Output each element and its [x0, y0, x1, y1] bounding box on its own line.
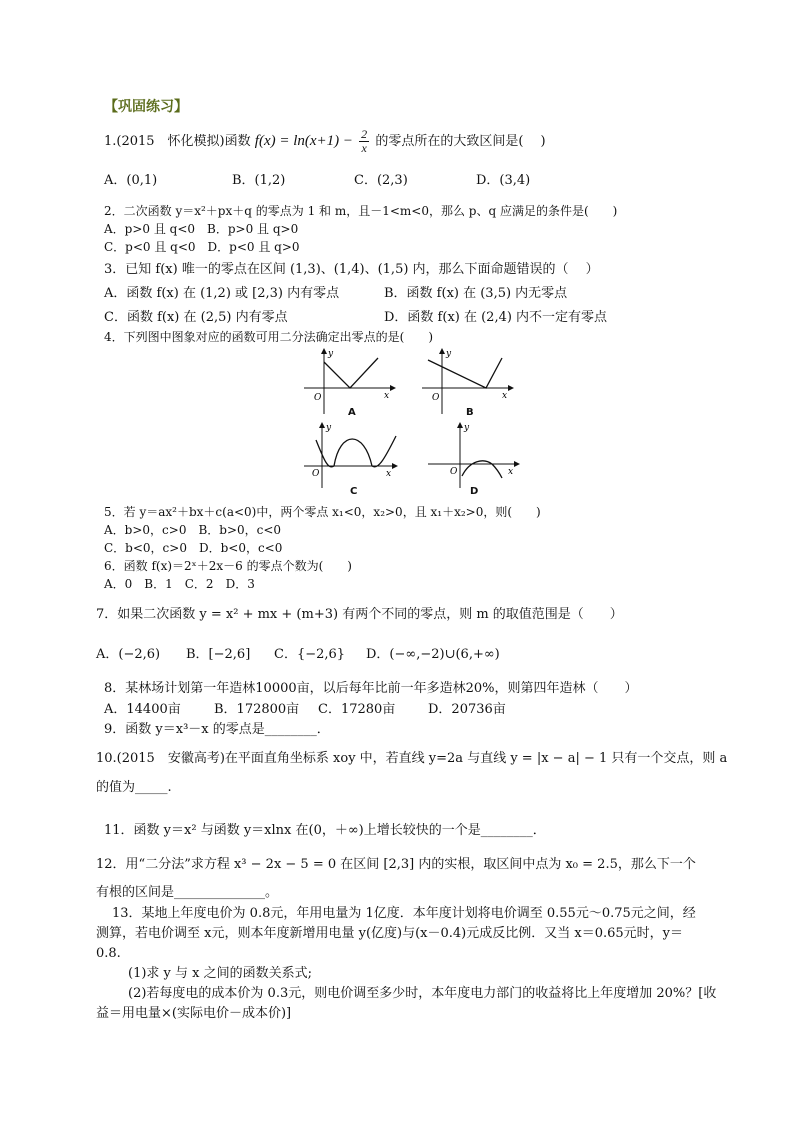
q5-stem: 5．若 y＝ax²＋bx＋c(a<0)中，两个零点 x₁<0，x₂>0，且 x₁＋x₂>0，则( ): [104, 505, 541, 519]
graph-d-label: D: [470, 486, 479, 497]
q8-stem: 8．某林场计划第一年造林10000亩，以后每年比前一年多造林20%，则第四年造林（ ）: [104, 681, 638, 696]
graph-c-label: C: [350, 486, 358, 497]
q2-options-2: C．p<0 且 q<0 D．p<0 且 q>0: [104, 240, 300, 254]
q6-stem: 6．函数 f(x)＝2ˣ＋2x－6 的零点个数为( ): [104, 559, 352, 573]
graph-d-origin: O: [450, 467, 458, 477]
q8-option-a: A．14400亩: [104, 702, 181, 717]
q5-options-1: A．b>0，c>0 B．b>0，c<0: [104, 523, 282, 537]
q3-option-c: C．函数 f(x) 在 (2,5) 内有零点: [104, 310, 288, 325]
graph-d-y-label: y: [464, 423, 470, 433]
q7-option-a: A．(−2,6): [96, 647, 161, 662]
q3-option-b: B．函数 f(x) 在 (3,5) 内无零点: [384, 286, 568, 301]
graph-d-x-label: x: [508, 467, 514, 477]
graph-c-y-label: y: [326, 423, 332, 433]
q7-option-b: B．[−2,6]: [186, 647, 251, 662]
q8-option-d: D．20736亩: [428, 702, 506, 717]
graph-b-origin: O: [432, 393, 440, 403]
q7-option-d: D．(−∞,−2)∪(6,+∞): [366, 647, 500, 662]
q1-option-b: B．(1,2): [232, 173, 286, 188]
q3-stem: 3．已知 f(x) 唯一的零点在区间 (1,3)、(1,4)、(1,5) 内，那么下面命题错误的（ ）: [104, 262, 599, 277]
graph-c-origin: O: [312, 469, 320, 479]
q12-line-1: 12．用“二分法”求方程 x³ − 2x − 5 = 0 在区间 [2,3] 内的实根，取区间中点为 x₀ = 2.5，那么下一个: [96, 857, 696, 872]
q10-line-2: 的值为_____.: [96, 780, 172, 795]
graph-c: [300, 420, 404, 492]
q8-option-c: C．17280亩: [318, 702, 396, 717]
q4-stem: 4．下列图中图象对应的函数可用二分法确定出零点的是( ): [104, 330, 434, 344]
graph-b-y-label: y: [446, 349, 452, 359]
q13-sub-1: (1)求 y 与 x 之间的函数关系式;: [128, 966, 312, 981]
q5-options-2: C．b<0，c>0 D．b<0，c<0: [104, 541, 283, 555]
graph-c-x-label: x: [386, 469, 392, 479]
graph-a-label: A: [348, 407, 356, 418]
q1-frac-num: 2: [361, 127, 368, 141]
q1-fraction: [359, 128, 369, 155]
q2-options-1: A．p>0 且 q<0 B．p>0 且 q>0: [104, 222, 299, 236]
q13-line-3: 0.8.: [96, 946, 121, 961]
q1-frac-den: x: [361, 141, 367, 155]
graph-b-label: B: [466, 407, 474, 418]
q13-sub-3: 益＝用电量×(实际电价－成本价)]: [96, 1006, 292, 1021]
graph-d: [424, 420, 524, 492]
question-1: [104, 128, 546, 155]
q1-option-a: A．(0,1): [104, 173, 158, 188]
q2-stem: 2．二次函数 y＝x²＋px＋q 的零点为 1 和 m，且－1<m<0，那么 p、q 应满足的条件是( ): [104, 204, 618, 218]
q1-suffix: 的零点所在的大致区间是( ): [375, 134, 546, 149]
q12-line-2: 有根的区间是______________。: [96, 885, 279, 900]
q1-prefix: 1.(2015 怀化模拟)函数: [104, 134, 251, 149]
graph-b-x-label: x: [502, 391, 508, 401]
q13-sub-2: (2)若每度电的成本价为 0.3元，则电价调至多少时，本年度电力部门的收益将比上年度增加 20%？[收: [128, 986, 717, 1001]
q3-option-a: A．函数 f(x) 在 (1,2) 或 [2,3) 内有零点: [104, 286, 340, 301]
q8-option-b: B．172800亩: [214, 702, 300, 717]
q1-option-d: D．(3,4): [476, 173, 531, 188]
q6-options: A．0 B．1 C．2 D．3: [104, 577, 255, 591]
q11-stem: 11．函数 y＝x² 与函数 y＝xlnx 在(0，＋∞)上增长较快的一个是________．: [104, 823, 546, 838]
q1-function: f(x) = ln(x+1) −: [254, 133, 354, 149]
q7-stem: 7．如果二次函数 y = x² + mx + (m+3) 有两个不同的零点，则 m 的取值范围是（ ）: [96, 607, 623, 622]
graph-a-x-label: x: [384, 391, 390, 401]
q3-option-d: D．函数 f(x) 在 (2,4) 内不一定有零点: [384, 310, 608, 325]
section-title: 【巩固练习】: [104, 99, 188, 115]
graph-a-y-label: y: [328, 349, 334, 359]
q10-line-1: 10.(2015 安徽高考)在平面直角坐标系 xoy 中，若直线 y=2a 与直线 y = |x − a| − 1 只有一个交点，则 a: [96, 751, 728, 766]
q7-option-c: C．{−2,6}: [274, 647, 346, 662]
q13-line-2: 测算，若电价调至 x元，则本年度新增用电量 y(亿度)与(x－0.4)元成反比例．又当 x＝0.65元时，y＝: [96, 926, 683, 941]
q1-option-c: C．(2,3): [354, 173, 408, 188]
q9-stem: 9．函数 y＝x³－x 的零点是________．: [104, 722, 330, 737]
graph-a-origin: O: [314, 393, 322, 403]
q13-line-1: 13．某地上年度电价为 0.8元，年用电量为 1亿度．本年度计划将电价调至 0.55元～0.75元之间，经: [112, 906, 696, 921]
